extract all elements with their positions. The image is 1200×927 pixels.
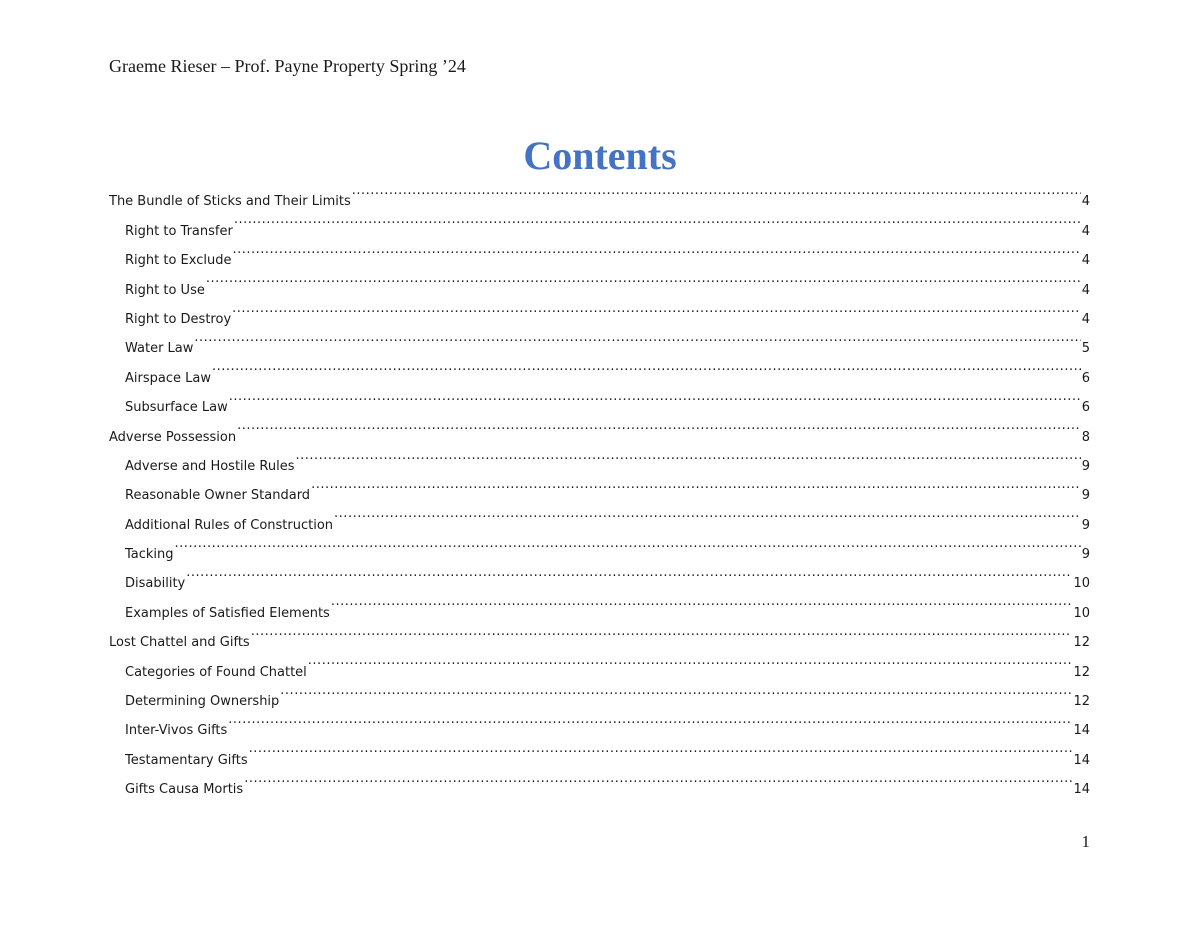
toc-entry-page-number: 6: [1081, 400, 1090, 416]
page-number: 1: [1081, 832, 1090, 851]
toc-entry-page-number: 4: [1081, 282, 1090, 298]
toc-entry-page-number: 4: [1081, 194, 1090, 210]
toc-dot-leader: [194, 323, 1080, 352]
toc-entry-label: Additional Rules of Construction: [125, 517, 334, 533]
toc-entry-page-number: 10: [1073, 576, 1090, 592]
toc-entry-page-number: 4: [1081, 253, 1090, 269]
toc-dot-leader: [331, 587, 1073, 616]
toc-entry-label: Inter-Vivos Gifts: [125, 723, 228, 739]
toc-entry-label: Tacking: [125, 547, 174, 563]
toc-entry-subsection[interactable]: [109, 264, 1090, 298]
toc-entry-label: The Bundle of Sticks and Their Limits: [109, 194, 351, 210]
toc-dot-leader: [308, 646, 1073, 675]
toc-entry-page-number: 10: [1073, 605, 1090, 621]
toc-entry-label: Right to Destroy: [125, 311, 232, 327]
toc-entry-subsection[interactable]: [109, 734, 1090, 768]
toc-dot-leader: [311, 470, 1081, 499]
toc-dot-leader: [237, 411, 1081, 440]
toc-dot-leader: [295, 441, 1080, 470]
toc-entry-section[interactable]: [109, 411, 1090, 445]
toc-entry-page-number: 9: [1081, 458, 1090, 474]
toc-entry-page-number: 14: [1073, 752, 1090, 768]
toc-dot-leader: [244, 764, 1072, 793]
toc-dot-leader: [186, 558, 1072, 587]
running-header: Graeme Rieser – Prof. Payne Property Spring ’24: [109, 56, 466, 76]
toc-entry-section[interactable]: [109, 176, 1090, 210]
toc-dot-leader: [206, 264, 1081, 293]
toc-entry-label: Determining Ownership: [125, 694, 280, 710]
toc-entry-section[interactable]: [109, 617, 1090, 651]
toc-entry-page-number: 12: [1073, 694, 1090, 710]
toc-entry-subsection[interactable]: [109, 529, 1090, 563]
toc-dot-leader: [352, 176, 1081, 205]
toc-entry-subsection[interactable]: [109, 705, 1090, 739]
toc-entry-page-number: 9: [1081, 488, 1090, 504]
toc-entry-page-number: 14: [1073, 782, 1090, 798]
toc-dot-leader: [232, 294, 1081, 323]
toc-entry-page-number: 8: [1081, 429, 1090, 445]
toc-entry-label: Examples of Satisfied Elements: [125, 605, 330, 621]
toc-dot-leader: [249, 734, 1073, 763]
toc-entry-label: Reasonable Owner Standard: [125, 488, 311, 504]
toc-dot-leader: [280, 676, 1072, 705]
toc-entry-page-number: 12: [1073, 635, 1090, 651]
toc-entry-subsection[interactable]: [109, 646, 1090, 680]
toc-entry-subsection[interactable]: [109, 382, 1090, 416]
toc-entry-label: Adverse Possession: [109, 429, 237, 445]
toc-entry-subsection[interactable]: [109, 587, 1090, 621]
toc-dot-leader: [212, 352, 1081, 381]
toc-entry-subsection[interactable]: [109, 205, 1090, 239]
toc-entry-page-number: 9: [1081, 547, 1090, 563]
toc-dot-leader: [228, 705, 1072, 734]
toc-entry-label: Right to Exclude: [125, 253, 232, 269]
toc-entry-label: Adverse and Hostile Rules: [125, 458, 295, 474]
toc-entry-page-number: 4: [1081, 311, 1090, 327]
toc-dot-leader: [232, 235, 1080, 264]
toc-entry-label: Gifts Causa Mortis: [125, 782, 244, 798]
toc-entry-subsection[interactable]: [109, 235, 1090, 269]
table-of-contents: [109, 176, 1090, 798]
toc-entry-label: Lost Chattel and Gifts: [109, 635, 250, 651]
toc-entry-page-number: 5: [1081, 341, 1090, 357]
toc-entry-page-number: 9: [1081, 517, 1090, 533]
toc-entry-label: Right to Use: [125, 282, 205, 298]
toc-entry-subsection[interactable]: [109, 764, 1090, 798]
toc-entry-subsection[interactable]: [109, 323, 1090, 357]
toc-dot-leader: [334, 499, 1081, 528]
toc-entry-label: Disability: [125, 576, 186, 592]
toc-entry-page-number: 4: [1081, 223, 1090, 239]
toc-entry-subsection[interactable]: [109, 558, 1090, 592]
toc-title: Contents: [523, 133, 677, 178]
toc-entry-page-number: 12: [1073, 664, 1090, 680]
toc-entry-label: Water Law: [125, 341, 194, 357]
toc-dot-leader: [234, 205, 1081, 234]
toc-entry-label: Categories of Found Chattel: [125, 664, 307, 680]
toc-entry-subsection[interactable]: [109, 294, 1090, 327]
toc-dot-leader: [251, 617, 1073, 646]
toc-entry-page-number: 6: [1081, 370, 1090, 386]
toc-entry-label: Subsurface Law: [125, 400, 228, 416]
toc-entry-subsection[interactable]: [109, 352, 1090, 386]
toc-entry-label: Airspace Law: [125, 370, 211, 386]
toc-dot-leader: [229, 382, 1081, 411]
toc-entry-page-number: 14: [1073, 723, 1090, 739]
toc-dot-leader: [175, 529, 1081, 558]
toc-entry-label: Testamentary Gifts: [125, 752, 248, 768]
toc-entry-subsection[interactable]: [109, 441, 1090, 474]
toc-entry-label: Right to Transfer: [125, 223, 233, 239]
